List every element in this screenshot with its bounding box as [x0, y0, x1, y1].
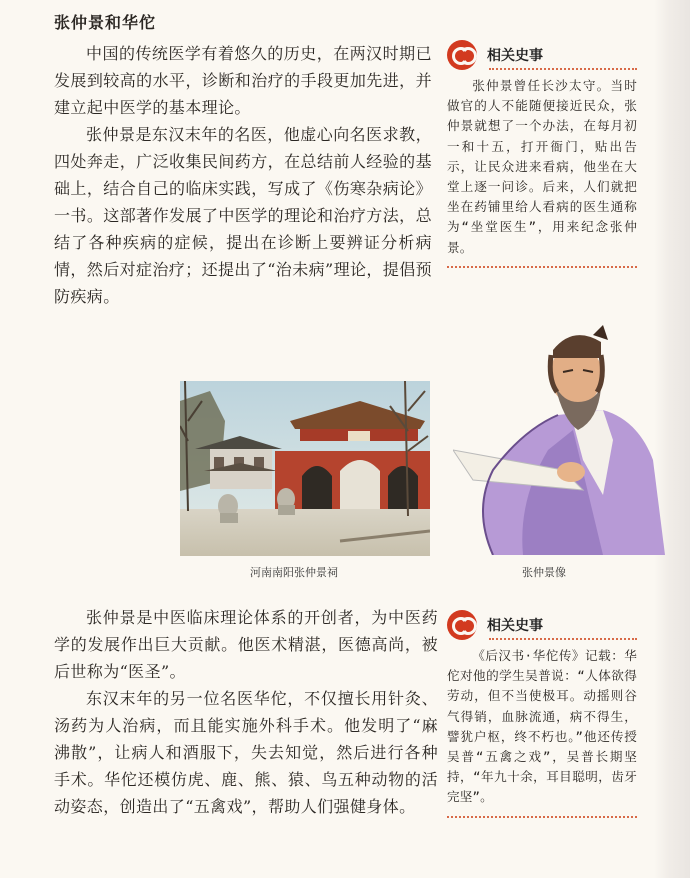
related-history-box	[447, 610, 637, 818]
paragraph: 中国的传统医学有着悠久的历史，在两汉时期已发展到较高的水平，诊断和治疗的手段更加先进，并建立起中医学的基本理论。	[54, 44, 432, 117]
dotted-divider	[447, 816, 637, 818]
related-history-header	[447, 40, 637, 70]
section-title: 张仲景和华佗	[54, 13, 157, 32]
related-history-header	[447, 610, 637, 640]
zhang-zhongjing-portrait	[453, 320, 665, 555]
related-history-box	[447, 40, 637, 268]
paragraph: 张仲景是中医临床理论体系的开创者，为中医药学的发展作出巨大贡献。他医术精湛，医德高尚，被后世称为“医圣”。	[54, 608, 438, 681]
dotted-divider	[447, 266, 637, 268]
related-history-title: 相关史事	[487, 48, 543, 64]
related-history-icon	[447, 40, 477, 70]
related-history-text: 张仲景曾任长沙太守。当时做官的人不能随便接近民众，张仲景就想了一个办法，在每月初一和十五，打开衙门，贴出告示，让民众进来看病，他坐在大堂上逐一问诊。后来，人们就把坐在药铺里给人看病的医生通称为“坐堂医生”，用来纪念张仲景。	[447, 78, 637, 255]
portrait-caption: 张仲景像	[522, 566, 566, 579]
dotted-divider	[489, 68, 637, 70]
dotted-divider	[489, 638, 637, 640]
photo-caption: 河南南阳张仲景祠	[250, 566, 338, 579]
related-history-icon	[447, 610, 477, 640]
body-text-bottom	[54, 604, 438, 820]
paragraph: 张仲景是东汉末年的名医，他虚心向名医求教，四处奔走，广泛收集民间药方，在总结前人经验的基础上，结合自己的临床实践，写成了《伤寒杂病论》一书。这部著作发展了中医学的理论和治疗方法，总结了各种疾病的症候，提出在诊断上要辨证分析病情，然后对症治疗；还提出了“治未病”理论，提倡预防疾病。	[54, 125, 432, 306]
paragraph: 东汉末年的另一位名医华佗，不仅擅长用针灸、汤药为人治病，而且能实施外科手术。他发明了“麻沸散”，让病人和酒服下，失去知觉，然后进行各种手术。华佗还模仿虎、鹿、熊、猿、鸟五种动物的活动姿态，创造出了“五禽戏”，帮助人们强健身体。	[54, 689, 438, 816]
shrine-photo	[180, 381, 430, 556]
related-history-text: 《后汉书·华佗传》记载：华佗对他的学生吴普说：“人体欲得劳动，但不当使极耳。动摇则谷气得销，血脉流通，病不得生，譬犹户枢，终不朽也。”他还传授吴普“五禽之戏”，吴普长期坚持，“年九十余，耳目聪明，齿牙完坚”。	[447, 648, 637, 805]
body-text-top	[54, 40, 432, 310]
related-history-title: 相关史事	[487, 618, 543, 634]
